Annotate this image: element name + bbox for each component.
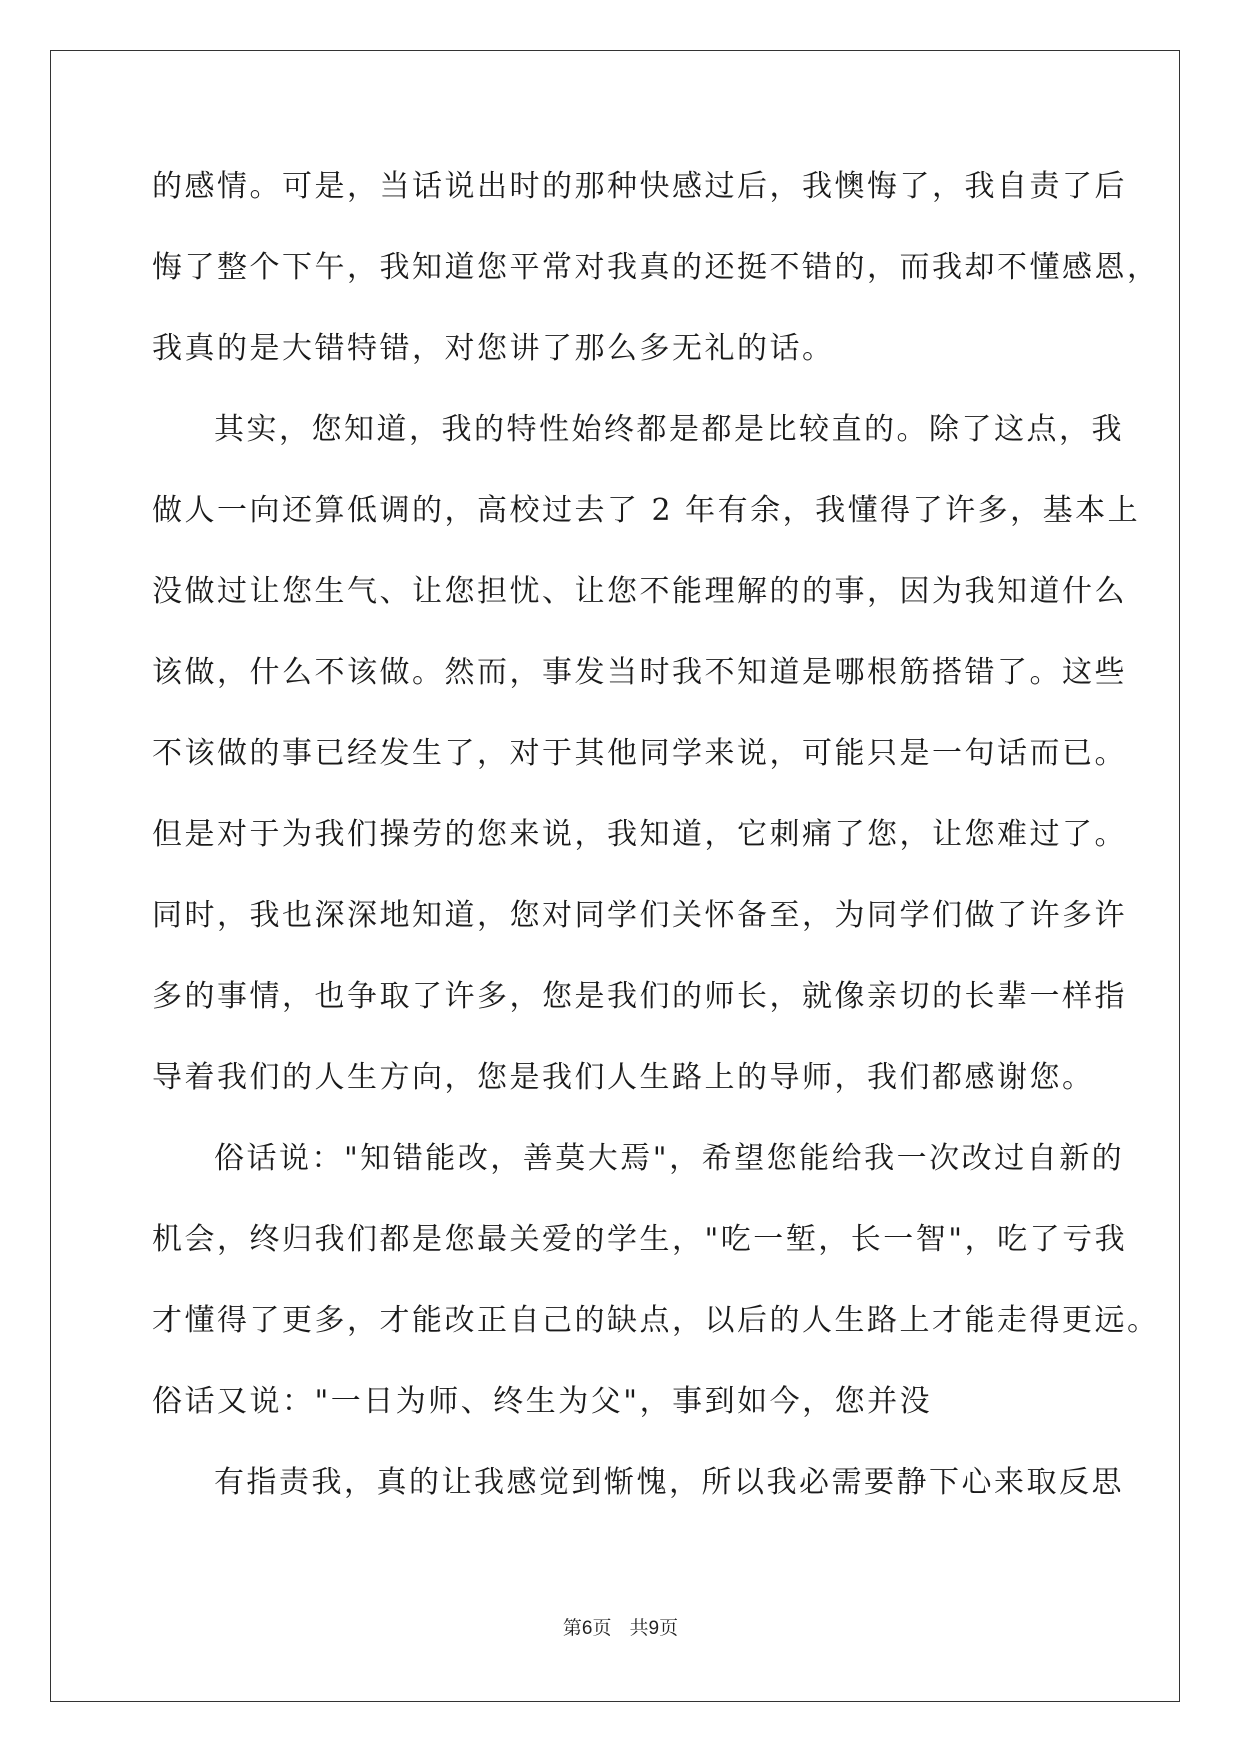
text-line: 我真的是大错特错，对您讲了那么多无礼的话。 (152, 331, 835, 366)
text-line: 机会，终归我们都是您最关爱的学生，"吃一堑，长一智"，吃了亏我 (152, 1222, 1128, 1257)
page-prefix: 第 (562, 1617, 582, 1639)
total-page-number: 9 (648, 1618, 660, 1639)
body-text (152, 162, 1160, 1539)
text-line: 同时，我也深深地知道，您对同学们关怀备至，为同学们做了许多许 (152, 898, 1127, 933)
current-page-number: 6 (581, 1618, 593, 1639)
text-line: 其实，您知道，我的特性始终都是都是比较直的。除了这点，我 (214, 412, 1124, 447)
page-suffix: 页 (592, 1617, 612, 1639)
text-line: 才懂得了更多，才能改正自己的缺点，以后的人生路上才能走得更远。 (152, 1303, 1160, 1338)
text-line: 俗话又说："一日为师、终生为父"，事到如今，您并没 (152, 1384, 933, 1419)
text-line: 但是对于为我们操劳的您来说，我知道，它刺痛了您，让您难过了。 (152, 817, 1127, 852)
text-line: 俗话说："知错能改，善莫大焉"，希望您能给我一次改过自新的 (214, 1141, 1125, 1176)
text-line: 该做，什么不该做。然而，事发当时我不知道是哪根筋搭错了。这些 (152, 655, 1127, 690)
text-line: 不该做的事已经发生了，对于其他同学来说，可能只是一句话而已。 (152, 736, 1127, 771)
text-line: 没做过让您生气、让您担忧、让您不能理解的的事，因为我知道什么 (152, 574, 1127, 609)
page-footer (0, 1616, 1241, 1641)
text-line: 做人一向还算低调的，高校过去了 2 年有余，我懂得了许多，基本上 (152, 493, 1141, 528)
text-line: 悔了整个下午，我知道您平常对我真的还挺不错的，而我却不懂感恩， (152, 250, 1160, 285)
text-line: 多的事情，也争取了许多，您是我们的师长，就像亲切的长辈一样指 (152, 979, 1127, 1014)
total-prefix: 共 (629, 1617, 649, 1639)
total-suffix: 页 (659, 1617, 679, 1639)
text-line: 的感情。可是，当话说出时的那种快感过后，我懊悔了，我自责了后 (152, 169, 1127, 204)
text-line: 导着我们的人生方向，您是我们人生路上的导师，我们都感谢您。 (152, 1060, 1095, 1095)
text-line: 有指责我，真的让我感觉到惭愧，所以我必需要静下心来取反思 (214, 1465, 1124, 1500)
